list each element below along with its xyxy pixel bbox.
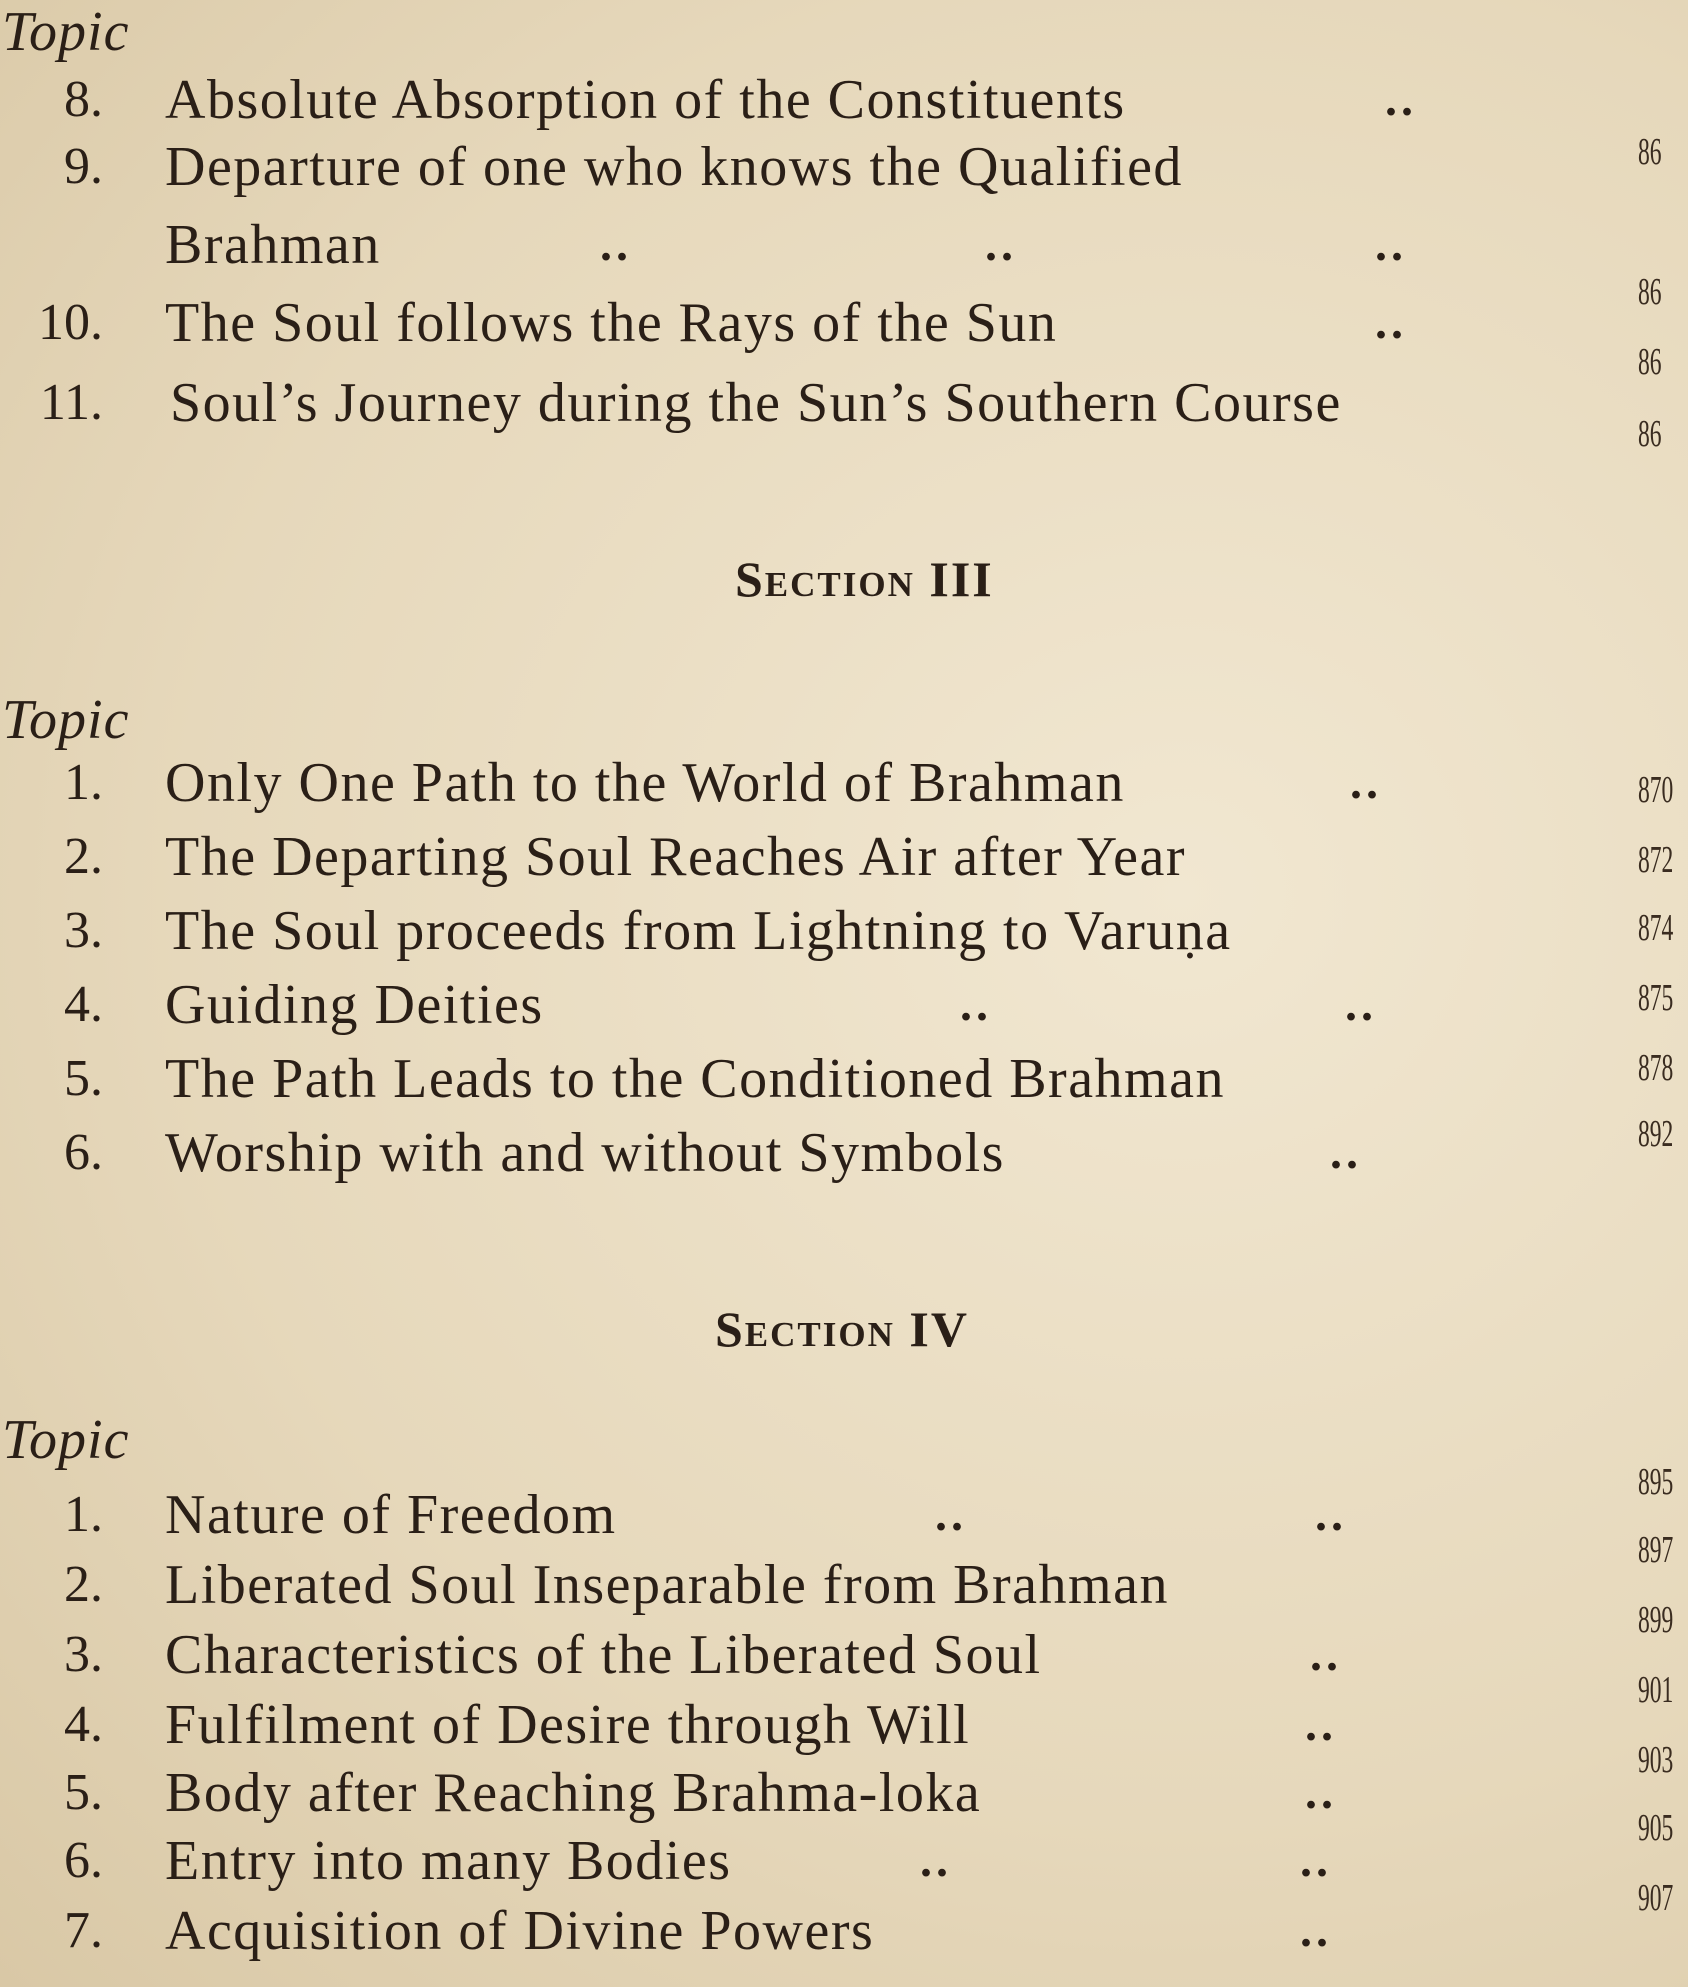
page-number: 878 xyxy=(1638,1047,1674,1089)
entry-number: 2. xyxy=(64,1556,103,1613)
leader-dots: .. xyxy=(985,218,1017,271)
toc-entry xyxy=(0,65,1688,135)
entry-title: Only One Path to the World of Brahman xyxy=(165,752,1125,814)
leader-dots: .. xyxy=(600,218,632,271)
leader-dots: .. xyxy=(960,978,992,1031)
page-number: 874 xyxy=(1638,907,1674,949)
toc-entry xyxy=(0,1480,1688,1550)
entry-number: 4. xyxy=(64,976,103,1033)
entry-title: Soul’s Journey during the Sun’s Southern Course xyxy=(170,372,1342,434)
toc-entry xyxy=(0,1550,1688,1620)
leader-dots: .. xyxy=(1315,1488,1347,1541)
toc-entry xyxy=(0,1826,1688,1896)
page-number: 870 xyxy=(1638,769,1674,811)
toc-entry xyxy=(0,970,1688,1040)
toc-entry xyxy=(0,132,1688,276)
page-number: 897 xyxy=(1638,1529,1674,1571)
page-number: 905 xyxy=(1638,1807,1674,1849)
leader-dots: .. xyxy=(1375,296,1407,349)
toc-entry xyxy=(0,748,1688,818)
entry-title: The Soul proceeds from Lightning to Varuṇa xyxy=(165,900,1232,962)
entry-title: Guiding Deities xyxy=(165,974,544,1036)
page-number: 86 xyxy=(1638,413,1662,455)
entry-number: 3. xyxy=(64,1626,103,1683)
entry-title: Nature of Freedom xyxy=(165,1484,617,1546)
entry-number: 6. xyxy=(64,1832,103,1889)
topic-label: Topic xyxy=(2,1,130,63)
page-number: 907 xyxy=(1638,1877,1674,1919)
entry-title: Absolute Absorption of the Constituents xyxy=(165,69,1126,131)
topic-label: Topic xyxy=(2,689,130,751)
page-number: 875 xyxy=(1638,977,1674,1019)
toc-entry xyxy=(0,1044,1688,1114)
toc-entry xyxy=(0,1896,1688,1966)
entry-title: The Soul follows the Rays of the Sun xyxy=(165,292,1058,354)
entry-number: 4. xyxy=(64,1696,103,1753)
entry-number: 1. xyxy=(64,1486,103,1543)
toc-entry xyxy=(0,368,1688,438)
page-number: 901 xyxy=(1638,1669,1674,1711)
entry-title: Body after Reaching Brahma-loka xyxy=(165,1762,982,1824)
entry-title: Worship with and without Symbols xyxy=(165,1122,1005,1184)
leader-dots: .. xyxy=(1375,218,1407,271)
leader-dots: .. xyxy=(935,1488,967,1541)
entry-title: Departure of one who knows the Qualified xyxy=(165,136,1183,198)
entry-number: 10. xyxy=(38,294,103,351)
leader-dots: .. xyxy=(1345,978,1377,1031)
entry-title: Entry into many Bodies xyxy=(165,1830,732,1892)
page-number: 899 xyxy=(1638,1599,1674,1641)
entry-title-continuation: Brahman xyxy=(165,214,381,276)
leader-dots: .. xyxy=(1330,1126,1362,1179)
entry-title: Characteristics of the Liberated Soul xyxy=(165,1624,1042,1686)
page-number: 86 xyxy=(1638,271,1662,313)
entry-title: Acquisition of Divine Powers xyxy=(165,1900,875,1962)
toc-entry xyxy=(0,896,1688,966)
toc-entry xyxy=(0,1758,1688,1828)
page-number: 86 xyxy=(1638,131,1662,173)
page-number: 872 xyxy=(1638,839,1674,881)
entry-title: Fulfilment of Desire through Will xyxy=(165,1694,971,1756)
entry-number: 1. xyxy=(64,754,103,811)
leader-dots: .. xyxy=(920,1834,952,1887)
entry-number: 5. xyxy=(64,1764,103,1821)
section-heading: Section III xyxy=(735,551,994,607)
leader-dots: .. xyxy=(1350,756,1382,809)
entry-title: Liberated Soul Inseparable from Brahman xyxy=(165,1554,1169,1616)
entry-number: 8. xyxy=(64,71,103,128)
toc-entry xyxy=(0,1620,1688,1690)
entry-number: 3. xyxy=(64,902,103,959)
toc-entry xyxy=(0,1118,1688,1188)
page-number: 903 xyxy=(1638,1739,1674,1781)
section-heading: Section IV xyxy=(715,1301,969,1357)
toc-entry xyxy=(0,288,1688,358)
leader-dots: .. xyxy=(1305,1766,1337,1819)
entry-number: 2. xyxy=(64,828,103,885)
topic-label: Topic xyxy=(2,1409,130,1471)
page-number: 86 xyxy=(1638,341,1662,383)
entry-title: The Departing Soul Reaches Air after Year xyxy=(165,826,1186,888)
entry-title: The Path Leads to the Conditioned Brahman xyxy=(165,1048,1225,1110)
leader-dots: .. xyxy=(1300,1834,1332,1887)
toc-entry xyxy=(0,822,1688,892)
entry-number: 11. xyxy=(39,374,103,431)
entry-number: 7. xyxy=(64,1902,103,1959)
leader-dots: .. xyxy=(1305,1698,1337,1751)
page-number: 892 xyxy=(1638,1113,1674,1155)
entry-number: 6. xyxy=(64,1124,103,1181)
entry-number: 9. xyxy=(64,138,103,195)
leader-dots: .. xyxy=(1385,73,1417,126)
page-number: 895 xyxy=(1638,1461,1674,1503)
entry-number: 5. xyxy=(64,1050,103,1107)
toc-entry xyxy=(0,1690,1688,1760)
leader-dots: .. xyxy=(1310,1628,1342,1681)
leader-dots: .. xyxy=(1300,1904,1332,1957)
